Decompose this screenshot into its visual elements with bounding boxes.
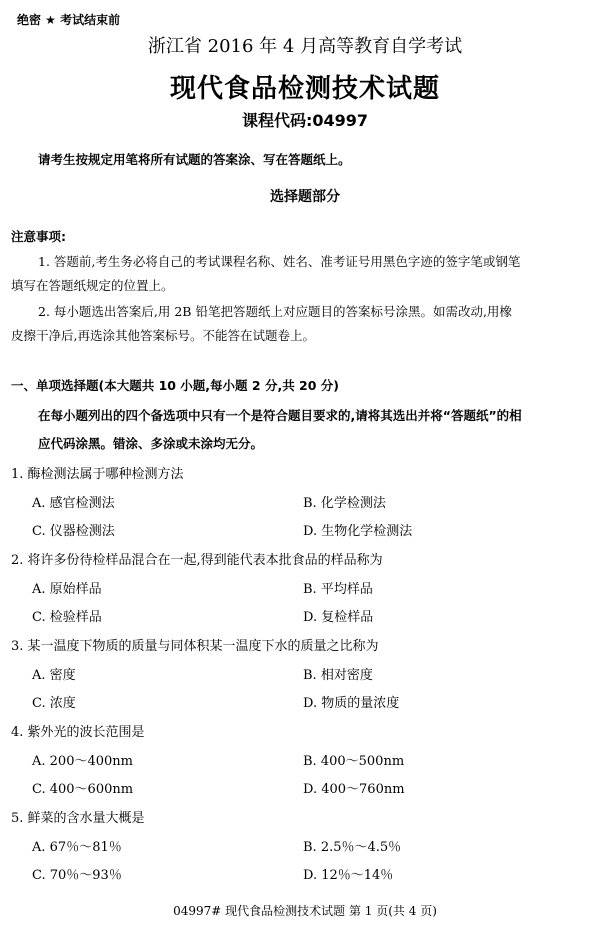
confidential-mark: 绝密 ★ 考试结束前: [17, 13, 121, 27]
option-c: C. 400～600nm: [32, 782, 134, 797]
option-d: D. 物质的量浓度: [303, 696, 400, 711]
section-desc-line2: 应代码涂黑。错涂、多涂或未涂均无分。: [38, 436, 264, 451]
option-a: A. 67％～81％: [32, 840, 122, 855]
option-b: B. 化学检测法: [303, 496, 386, 511]
answer-instruction: 请考生按规定用笔将所有试题的答案涂、写在答题纸上。: [38, 152, 351, 167]
notice-item-1-line1: 1. 答题前,考生务必将自己的考试课程名称、姓名、准考证号用黑色字迹的签字笔或钢笔: [38, 254, 521, 269]
page-footer: 04997# 现代食品检测技术试题 第 1 页(共 4 页): [173, 904, 437, 918]
course-code: 课程代码:04997: [241, 111, 369, 130]
notice-heading: 注意事项:: [11, 229, 66, 244]
option-d: D. 12％～14％: [303, 868, 394, 883]
option-a: A. 密度: [32, 668, 76, 683]
option-c: C. 浓度: [32, 696, 76, 711]
option-a: A. 感官检测法: [32, 496, 115, 511]
option-c: C. 仪器检测法: [32, 524, 115, 539]
option-b: B. 相对密度: [303, 668, 373, 683]
option-c: C. 检验样品: [32, 610, 102, 625]
notice-item-2-line2: 皮擦干净后,再选涂其他答案标号。不能答在试题卷上。: [11, 328, 315, 343]
page-title: 现代食品检测技术试题: [169, 74, 440, 104]
option-a: A. 原始样品: [32, 582, 102, 597]
notice-item-2-line1: 2. 每小题选出答案后,用 2B 铅笔把答题纸上对应题目的答案标号涂黑。如需改动,用橡: [38, 304, 512, 319]
question-stem: 4. 紫外光的波长范围是: [11, 725, 145, 740]
option-c: C. 70％～93％: [32, 868, 122, 883]
question-stem: 1. 酶检测法属于哪种检测方法: [11, 467, 184, 482]
option-b: B. 平均样品: [303, 582, 373, 597]
option-d: D. 复检样品: [303, 610, 374, 625]
question-stem: 5. 鲜菜的含水量大概是: [11, 811, 145, 826]
section-desc-line1: 在每小题列出的四个备选项中只有一个是符合题目要求的,请将其选出并将“答题纸”的相: [38, 408, 522, 423]
option-b: B. 2.5％～4.5％: [303, 840, 402, 855]
option-d: D. 生物化学检测法: [303, 524, 413, 539]
question-stem: 2. 将许多份待检样品混合在一起,得到能代表本批食品的样品称为: [11, 553, 383, 568]
question-stem: 3. 某一温度下物质的质量与同体积某一温度下水的质量之比称为: [11, 639, 379, 654]
option-b: B. 400～500nm: [303, 754, 405, 769]
section-heading: 一、单项选择题(本大题共 10 小题,每小题 2 分,共 20 分): [11, 378, 340, 393]
exam-name: 浙江省 2016 年 4 月高等教育自学考试: [147, 36, 463, 57]
option-a: A. 200～400nm: [32, 754, 133, 769]
notice-item-1-line2: 填写在答题纸规定的位置上。: [11, 278, 174, 293]
option-d: D. 400～760nm: [303, 782, 405, 797]
part-title: 选择题部分: [270, 189, 340, 205]
